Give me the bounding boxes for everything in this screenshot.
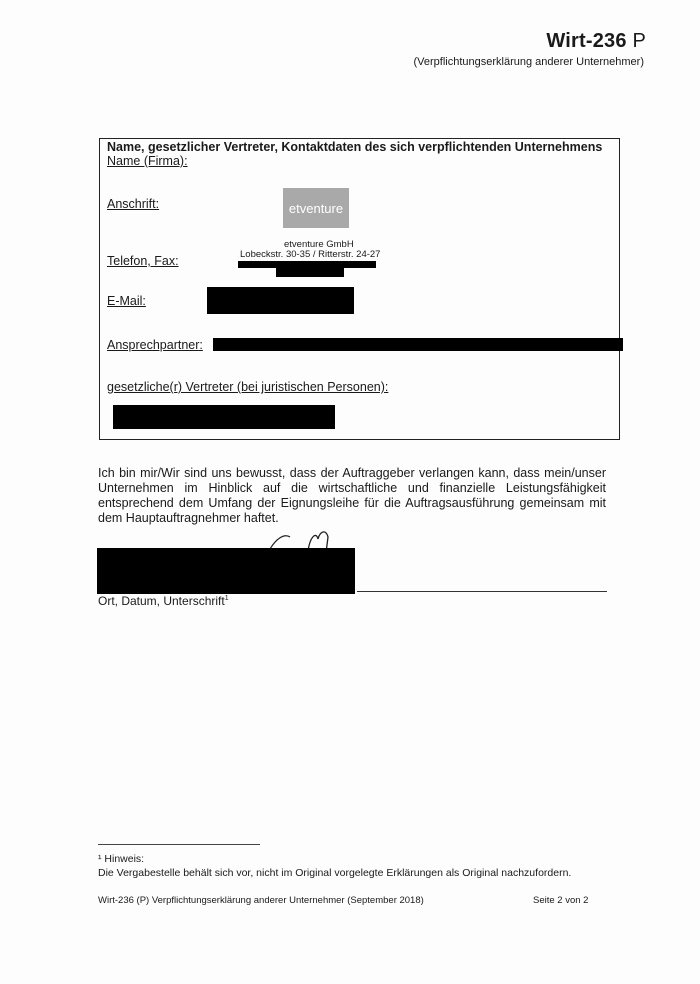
signature-line: [357, 591, 607, 592]
document-subtitle: (Verpflichtungserklärung anderer Unternehmer): [413, 56, 644, 68]
company-logo-text: etventure: [288, 200, 344, 216]
redaction-contact: [213, 338, 623, 351]
company-info-box: [99, 138, 620, 440]
name-label: Name (Firma):: [107, 154, 188, 168]
footer-document-name: Wirt-236 (P) Verpflichtungserklärung anderer Unternehmer (September 2018): [98, 895, 424, 906]
document-code-main: Wirt-236: [546, 30, 627, 52]
signature-label: [98, 594, 229, 608]
footer-page-number: Seite 2 von 2: [533, 895, 589, 906]
document-code-suffix: P: [632, 30, 646, 52]
footnote-text: Die Vergabestelle behält sich vor, nicht im Original vorgelegte Erklärungen als Original nachzufordern.: [98, 867, 572, 879]
stamp-company: etventure GmbH: [284, 239, 354, 250]
redaction-email: [207, 287, 354, 314]
redaction-signature: [97, 548, 355, 594]
footnote-marker: 1: [224, 595, 229, 602]
signature-label-text: Ort, Datum, Unterschrift: [98, 594, 225, 608]
redaction-phone-2: [276, 266, 344, 277]
contact-label: Ansprechpartner:: [107, 338, 203, 352]
phone-label: Telefon, Fax:: [107, 254, 179, 268]
company-logo: [283, 188, 349, 228]
redaction-legal-rep: [113, 405, 335, 429]
legal-rep-label: gesetzliche(r) Vertreter (bei juristischen Personen):: [107, 380, 389, 394]
document-code: [546, 30, 646, 53]
declaration-text: Ich bin mir/Wir sind uns bewusst, dass der Auftraggeber verlangen kann, dass mein/unser Unternehmen im Hinblick auf die wirtschaftliche und finanzielle Leistungsfähigkeit entsprechend dem Umfang der Eignungsleihe für die Auftragsausführung gemeinsam mit dem Hauptauftragnehmer haftet.: [98, 466, 606, 525]
address-label: Anschrift:: [107, 197, 160, 211]
footnote-heading: ¹ Hinweis:: [98, 853, 145, 865]
email-label: E-Mail:: [107, 294, 146, 308]
stamp-address: Lobeckstr. 30-35 / Ritterstr. 24-27: [240, 249, 381, 260]
footnote-rule: [98, 844, 260, 845]
box-title: Name, gesetzlicher Vertreter, Kontaktdaten des sich verpflichtenden Unternehmens: [107, 140, 603, 154]
